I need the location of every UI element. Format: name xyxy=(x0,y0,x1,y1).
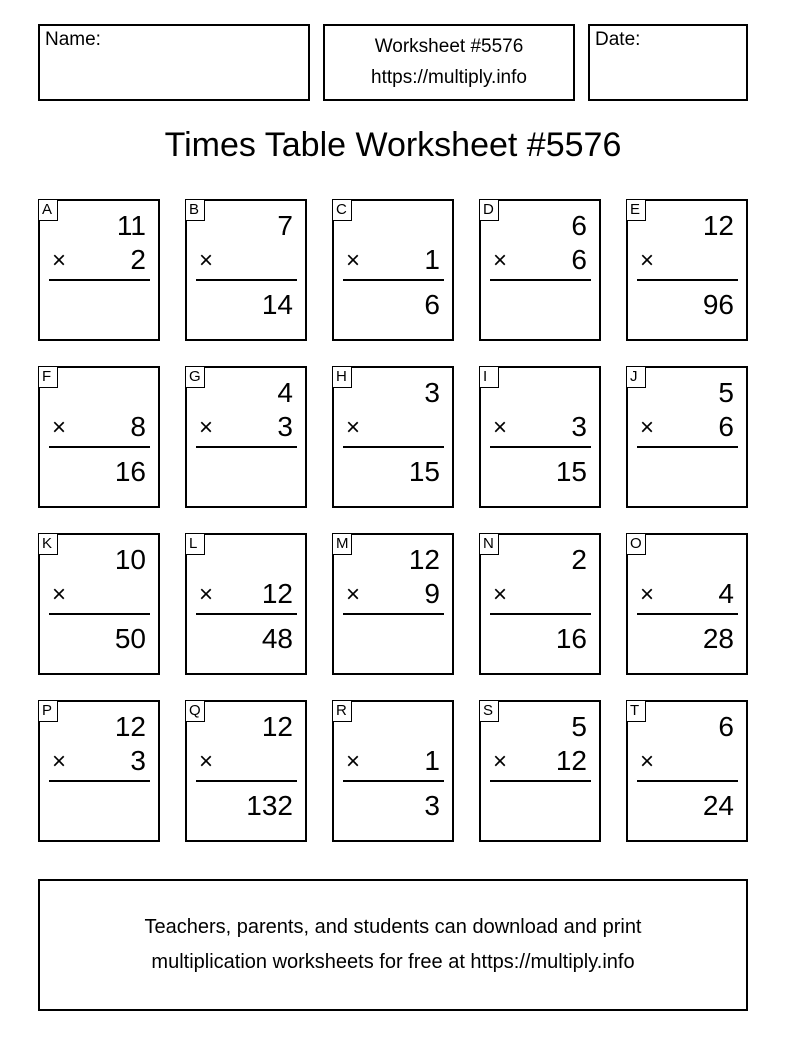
worksheet-number: Worksheet #5576 xyxy=(374,36,524,57)
problem-letter: S xyxy=(479,700,499,722)
times-sign: × xyxy=(346,414,361,441)
problem-answer: 28 xyxy=(702,623,734,654)
problem-top-number: 5 xyxy=(718,377,734,408)
times-sign: × xyxy=(346,748,361,775)
problem-answer: 48 xyxy=(261,623,293,654)
problem-bottom-number: 6 xyxy=(571,244,587,275)
worksheet-info-box xyxy=(323,24,575,101)
answer-rule xyxy=(637,780,738,782)
times-sign: × xyxy=(493,414,508,441)
problem-top-number: 3 xyxy=(424,377,440,408)
problem-letter: P xyxy=(38,700,58,722)
times-sign: × xyxy=(640,247,655,274)
problem-bottom-number: 3 xyxy=(130,745,146,776)
problem-letter: N xyxy=(479,533,499,555)
problem-answer: 132 xyxy=(246,790,293,821)
website-link[interactable]: https://multiply.info xyxy=(371,67,527,88)
problem-letter: L xyxy=(185,533,205,555)
times-sign: × xyxy=(52,581,67,608)
times-sign: × xyxy=(493,581,508,608)
problem-bottom-number: 2 xyxy=(130,244,146,275)
problem-card[interactable] xyxy=(38,700,160,842)
times-sign: × xyxy=(640,414,655,441)
footer-text-line-2: multiplication worksheets for free at https://multiply.info xyxy=(151,951,635,973)
problem-bottom-number: 8 xyxy=(130,411,146,442)
problem-card[interactable] xyxy=(332,700,454,842)
name-label: Name: xyxy=(45,29,101,50)
problem-card[interactable] xyxy=(332,199,454,341)
answer-rule xyxy=(49,613,150,615)
answer-rule xyxy=(196,279,297,281)
problem-answer: 14 xyxy=(261,289,293,320)
problem-card[interactable] xyxy=(38,199,160,341)
answer-rule xyxy=(343,613,444,615)
answer-rule xyxy=(343,446,444,448)
answer-rule xyxy=(49,446,150,448)
problem-card[interactable] xyxy=(332,366,454,508)
problem-top-number: 12 xyxy=(114,711,146,742)
problem-letter: M xyxy=(332,533,352,555)
times-sign: × xyxy=(52,247,67,274)
problem-letter: H xyxy=(332,366,352,388)
problem-card[interactable] xyxy=(185,700,307,842)
problem-letter: D xyxy=(479,199,499,221)
problem-answer: 16 xyxy=(114,456,146,487)
problem-card[interactable] xyxy=(479,199,601,341)
problem-bottom-number: 3 xyxy=(277,411,293,442)
answer-rule xyxy=(343,780,444,782)
answer-rule xyxy=(637,446,738,448)
answer-rule xyxy=(196,446,297,448)
problem-card[interactable] xyxy=(626,366,748,508)
answer-rule xyxy=(196,613,297,615)
problem-answer: 96 xyxy=(702,289,734,320)
problem-bottom-number: 3 xyxy=(571,411,587,442)
answer-rule xyxy=(637,279,738,281)
name-field-box[interactable] xyxy=(38,24,310,101)
problem-card[interactable] xyxy=(626,700,748,842)
problem-top-number: 2 xyxy=(571,544,587,575)
problem-bottom-number: 12 xyxy=(555,745,587,776)
problem-answer: 50 xyxy=(114,623,146,654)
problem-top-number: 6 xyxy=(718,711,734,742)
problem-letter: F xyxy=(38,366,58,388)
problem-top-number: 6 xyxy=(571,210,587,241)
problem-top-number: 11 xyxy=(116,210,146,241)
problem-answer: 6 xyxy=(424,289,440,320)
problem-card[interactable] xyxy=(626,199,748,341)
problem-bottom-number: 6 xyxy=(718,411,734,442)
problem-letter: Q xyxy=(185,700,205,722)
problem-answer: 15 xyxy=(408,456,440,487)
problem-top-number: 12 xyxy=(408,544,440,575)
problem-answer: 15 xyxy=(555,456,587,487)
date-label: Date: xyxy=(595,29,641,50)
problem-top-number: 4 xyxy=(277,377,293,408)
problem-letter: I xyxy=(479,366,499,388)
problem-card[interactable] xyxy=(38,533,160,675)
problem-card[interactable] xyxy=(185,533,307,675)
problem-card[interactable] xyxy=(332,533,454,675)
times-sign: × xyxy=(199,748,214,775)
answer-rule xyxy=(637,613,738,615)
problem-letter: G xyxy=(185,366,205,388)
problem-bottom-number: 9 xyxy=(424,578,440,609)
problem-top-number: 10 xyxy=(114,544,146,575)
problem-card[interactable] xyxy=(479,533,601,675)
problem-letter: K xyxy=(38,533,58,555)
answer-rule xyxy=(196,780,297,782)
problem-card[interactable] xyxy=(38,366,160,508)
times-sign: × xyxy=(493,748,508,775)
times-sign: × xyxy=(493,247,508,274)
problem-card[interactable] xyxy=(185,199,307,341)
problem-answer: 24 xyxy=(702,790,734,821)
problem-card[interactable] xyxy=(479,366,601,508)
problem-top-number: 5 xyxy=(571,711,587,742)
problem-answer: 3 xyxy=(424,790,440,821)
times-sign: × xyxy=(52,414,67,441)
problem-letter: B xyxy=(185,199,205,221)
answer-rule xyxy=(490,446,591,448)
times-sign: × xyxy=(346,581,361,608)
times-sign: × xyxy=(52,748,67,775)
times-sign: × xyxy=(199,247,214,274)
problem-top-number: 7 xyxy=(277,210,293,241)
answer-rule xyxy=(490,279,591,281)
times-sign: × xyxy=(640,748,655,775)
problem-bottom-number: 1 xyxy=(424,244,440,275)
page-title: Times Table Worksheet #5576 xyxy=(164,126,622,164)
answer-rule xyxy=(490,613,591,615)
problem-letter: E xyxy=(626,199,646,221)
times-sign: × xyxy=(346,247,361,274)
problem-bottom-number: 4 xyxy=(718,578,734,609)
date-field-box[interactable] xyxy=(588,24,748,101)
problem-card[interactable] xyxy=(185,366,307,508)
problem-answer: 16 xyxy=(555,623,587,654)
problem-letter: T xyxy=(626,700,646,722)
problem-letter: A xyxy=(38,199,58,221)
times-sign: × xyxy=(640,581,655,608)
problem-top-number: 12 xyxy=(702,210,734,241)
problem-card[interactable] xyxy=(479,700,601,842)
problem-letter: C xyxy=(332,199,352,221)
problem-card[interactable] xyxy=(626,533,748,675)
problem-letter: R xyxy=(332,700,352,722)
times-sign: × xyxy=(199,414,214,441)
answer-rule xyxy=(343,279,444,281)
answer-rule xyxy=(49,780,150,782)
problem-letter: O xyxy=(626,533,646,555)
footer-box xyxy=(38,879,748,1011)
problem-letter: J xyxy=(626,366,646,388)
footer-text-line-1: Teachers, parents, and students can download and print xyxy=(144,916,642,938)
problem-bottom-number: 1 xyxy=(424,745,440,776)
answer-rule xyxy=(49,279,150,281)
problem-bottom-number: 12 xyxy=(261,578,293,609)
problem-top-number: 12 xyxy=(261,711,293,742)
times-sign: × xyxy=(199,581,214,608)
answer-rule xyxy=(490,780,591,782)
